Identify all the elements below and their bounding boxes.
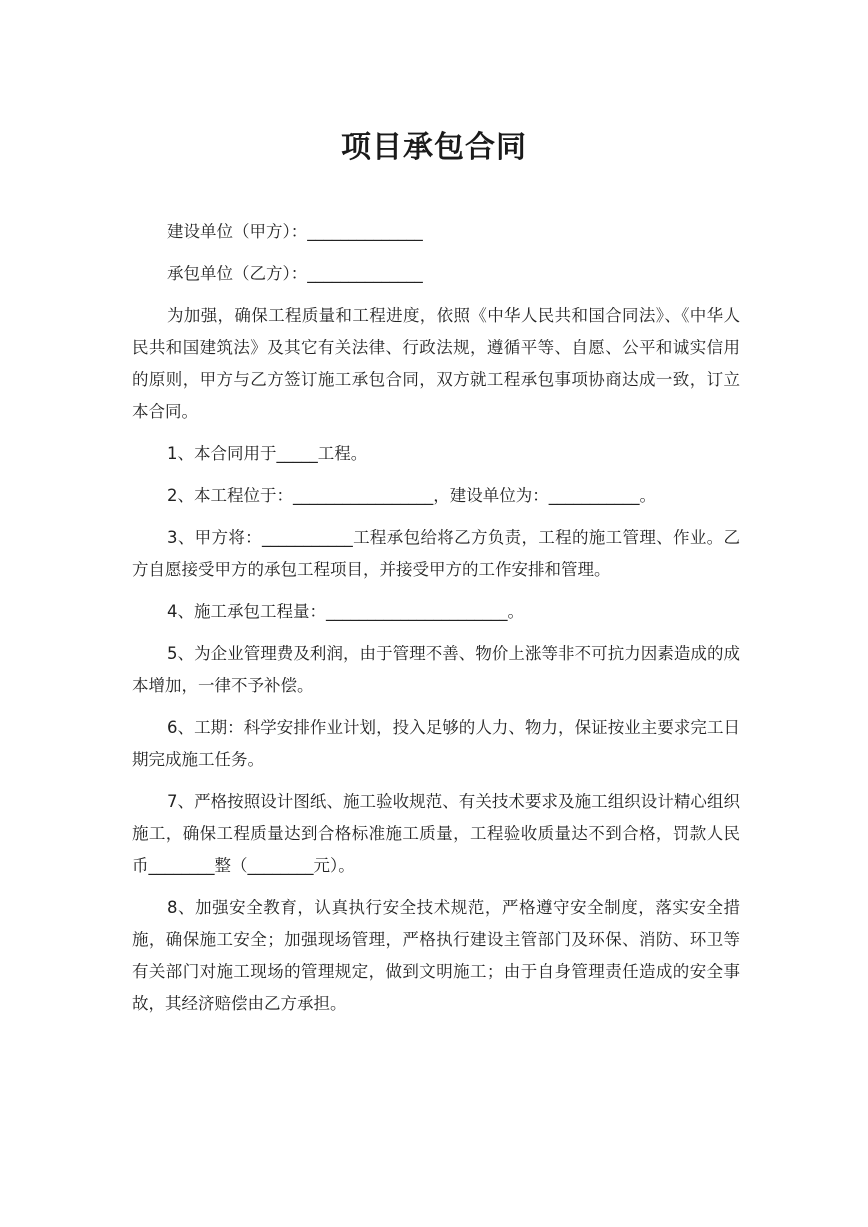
party-b-line: 承包单位（乙方）：______________ [167,264,423,283]
clause-3: 3、甲方将：___________工程承包给将乙方负责，工程的施工管理、作业。乙方自愿接受甲方的承包工程项目，并接受甲方的工作安排和管理。 [132,528,740,579]
clause-2: 2、本工程位于：_________________，建设单位为：___________。 [167,486,656,505]
clause-4: 4、施工承包工程量：______________________。 [167,602,524,621]
clause-6: 6、工期：科学安排作业计划，投入足够的人力、物力，保证按业主要求完工日期完成施工任务。 [132,718,740,769]
clause-5: 5、为企业管理费及利润，由于管理不善、物价上涨等非不可抗力因素造成的成本增加，一律不予补偿。 [132,644,740,695]
preamble-paragraph: 为加强，确保工程质量和工程进度，依照《中华人民共和国合同法》、《中华人民共和国建筑法》及其它有关法律、行政法规，遵循平等、自愿、公平和诚实信用的原则，甲方与乙方签订施工承包合同，双方就工程承包事项协商达成一致，订立本合同。 [132,306,740,421]
document-body [132,216,740,1030]
document-title: 项目承包合同 [341,130,527,165]
clause-1: 1、本合同用于_____工程。 [167,444,368,463]
party-a-line: 建设单位（甲方）：______________ [167,222,423,241]
clause-8: 8、加强安全教育，认真执行安全技术规范，严格遵守安全制度，落实安全措施，确保施工安全；加强现场管理，严格执行建设主管部门及环保、消防、环卫等有关部门对施工现场的管理规定，做到文明施工；由于自身管理责任造成的安全事故，其经济赔偿由乙方承担。 [132,898,740,1013]
clause-7: 7、严格按照设计图纸、施工验收规范、有关技术要求及施工组织设计精心组织施工，确保工程质量达到合格标准施工质量，工程验收质量达不到合格，罚款人民币________整（________元）。 [132,792,740,875]
